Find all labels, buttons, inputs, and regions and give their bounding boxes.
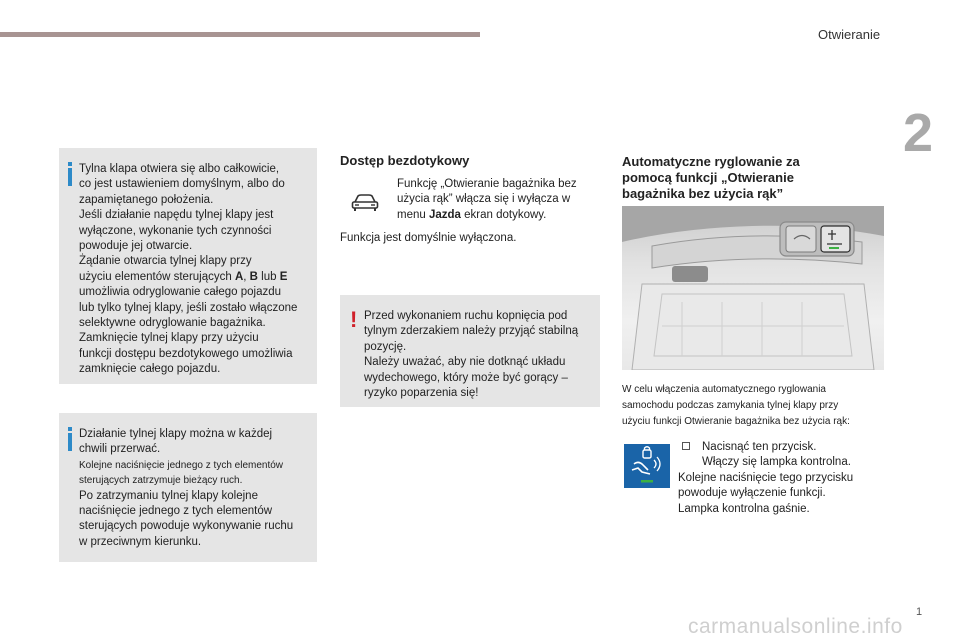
text-line: w przeciwnym kierunku. — [79, 535, 202, 548]
text-line: użycia rąk” włącza się i wyłącza w — [397, 193, 571, 206]
text-line: powoduje jej otwarcie. — [79, 240, 193, 253]
text-line: umożliwia odryglowanie całego pojazdu — [79, 286, 282, 299]
watermark-text: carmanualsonline.info — [688, 615, 903, 638]
control-label-a: A — [234, 270, 244, 283]
text-line-small: Kolejne naciśnięcie jednego z tych elementów — [79, 459, 284, 471]
section-header-title: Otwieranie — [818, 27, 881, 42]
hands-free-setting-text — [397, 177, 597, 223]
info-box-tailgate-opening — [59, 148, 317, 384]
tailgate-interior-illustration — [622, 206, 884, 370]
text-fragment: użyciu elementów sterujących — [79, 270, 235, 283]
menu-name-jazda: Jazda — [428, 208, 461, 221]
text-line: selektywne odryglowanie bagażnika. — [79, 317, 266, 330]
info-box-text — [79, 162, 307, 378]
text-line: lub tylko tylnej klapy, jeśli zostało włączone — [79, 301, 298, 314]
text-line: Działanie tylnej klapy można w każdej — [79, 428, 273, 440]
text-line: Jeśli działanie napędu tylnej klapy jest — [79, 209, 274, 222]
text-line: samochodu podczas zamykania tylnej klapy przy — [622, 400, 839, 411]
press-button-instructions — [678, 440, 888, 517]
warning-box-text — [364, 309, 590, 401]
info-icon — [67, 427, 73, 451]
text-line: zapamiętanego położenia. — [79, 193, 214, 206]
control-label-b: B — [249, 270, 258, 283]
text-line: naciśnięcie jednego z tych elementów — [79, 505, 273, 518]
text-line: Kolejne naciśnięcie tego przycisku — [678, 471, 854, 484]
car-icon — [350, 193, 380, 213]
text-fragment: , — [243, 270, 250, 283]
text-line: Należy uważać, aby nie dotknąć układu — [364, 356, 566, 369]
info-box-text — [79, 427, 307, 550]
text-fragment: ekran dotykowy. — [460, 208, 547, 221]
text-line: Żądanie otwarcia tylnej klapy przy — [79, 255, 252, 268]
text-line: wydechowego, który może być gorący – — [364, 371, 568, 384]
section-title-hands-free-access: Dostęp bezdotykowy — [340, 153, 470, 168]
text-fragment: lub — [257, 270, 280, 283]
text-line: tylnym zderzakiem należy przyjąć stabilną — [364, 325, 579, 338]
text-line: Funkcję „Otwieranie bagażnika bez — [397, 178, 577, 190]
default-off-text: Funkcja jest domyślnie wyłączona. — [340, 232, 517, 244]
text-line: ryzyko poparzenia się! — [364, 387, 479, 400]
text-line: użyciu funkcji Otwieranie bagażnika bez użycia rąk: — [622, 416, 850, 427]
text-line-menu — [397, 208, 597, 223]
auto-lock-instruction-text — [622, 382, 884, 430]
text-line: sterujących powoduje wykonywanie ruchu — [79, 520, 294, 533]
text-line: zamknięcie całego pojazdu. — [79, 363, 221, 376]
text-line: co jest ustawieniem domyślnym, albo do — [79, 178, 285, 191]
hands-free-lock-button-icon — [624, 444, 670, 488]
section-title-auto-locking — [622, 154, 862, 202]
text-line: chwili przerwać. — [79, 443, 161, 456]
text-line: wyłączone, wykonanie tych czynności — [79, 224, 272, 237]
warning-box-kick-motion — [340, 295, 600, 407]
text-line-controls — [79, 270, 307, 285]
control-label-e: E — [279, 270, 288, 283]
text-fragment: menu — [397, 208, 429, 221]
chapter-number: 2 — [903, 103, 934, 163]
text-line-bullet — [678, 440, 888, 455]
text-line: Po zatrzymaniu tylnej klapy kolejne — [79, 489, 258, 502]
text-line: Tylna klapa otwiera się albo całkowicie, — [79, 163, 280, 175]
text-line: Włączy się lampka kontrolna. — [702, 456, 851, 469]
text-line: Zamknięcie tylnej klapy przy użyciu — [79, 332, 259, 345]
text-line: Lampka kontrolna gaśnie. — [678, 502, 810, 515]
text-line: Przed wykonaniem ruchu kopnięcia pod — [364, 310, 568, 322]
text-line: pozycję. — [364, 340, 407, 353]
text-fragment: Nacisnąć ten przycisk. — [702, 441, 817, 453]
square-bullet-icon — [682, 442, 690, 450]
warning-icon: ! — [350, 307, 358, 332]
info-box-tailgate-interrupt — [59, 413, 317, 562]
info-icon — [67, 162, 73, 186]
title-line: Automatyczne ryglowanie za — [622, 154, 800, 169]
text-line: powoduje wyłączenie funkcji. — [678, 487, 826, 500]
header-divider-bar — [0, 32, 480, 37]
text-line-small: sterujących zatrzymuje bieżący ruch. — [79, 475, 243, 487]
title-line: pomocą funkcji „Otwieranie — [622, 170, 794, 185]
tailgate-button-photo — [622, 206, 884, 370]
page-number: 1 — [916, 606, 923, 618]
title-line: bagażnika bez użycia rąk” — [622, 186, 784, 201]
text-line: funkcji dostępu bezdotykowego umożliwia — [79, 347, 293, 360]
text-line: W celu włączenia automatycznego ryglowania — [622, 384, 826, 395]
